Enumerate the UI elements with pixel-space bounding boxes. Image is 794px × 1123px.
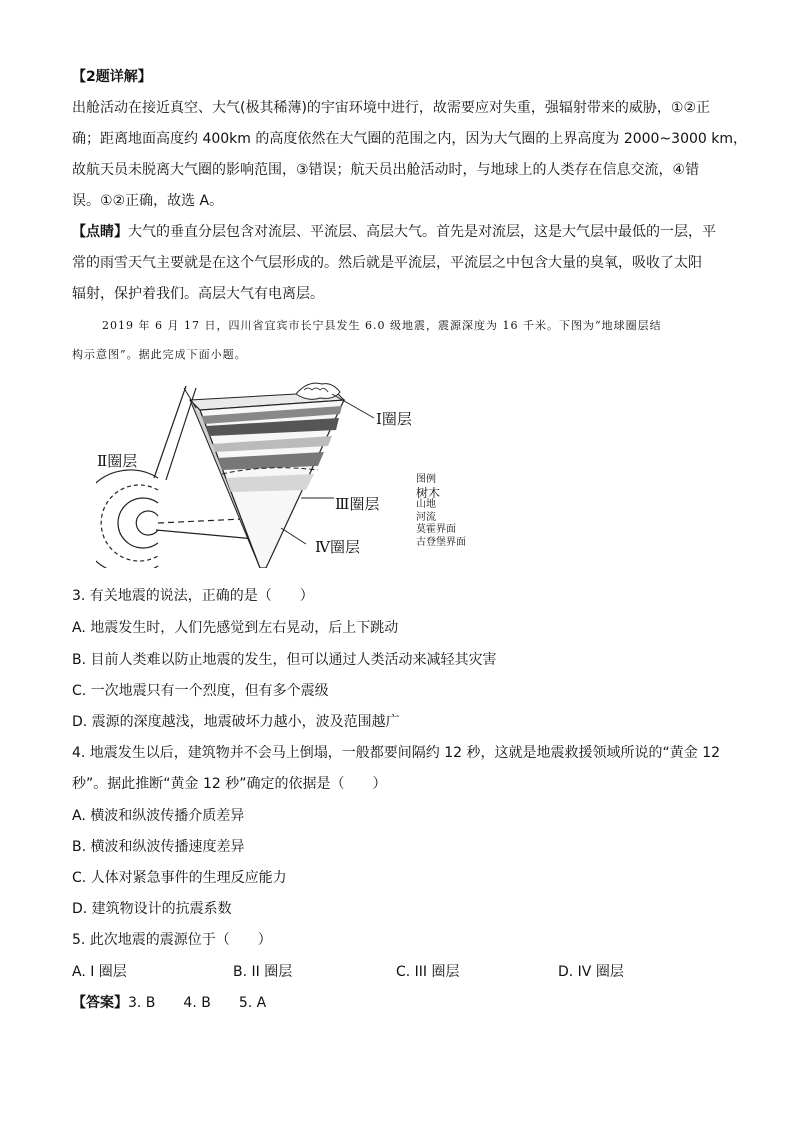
legend-item: 河流	[416, 511, 436, 523]
layer4-label: Ⅳ圈层	[315, 538, 360, 556]
question-stem: 秒”。据此推断“黄金 12 秒”确定的依据是（ ）	[72, 776, 387, 792]
option-c: C. III 圈层	[396, 964, 460, 980]
comment-line	[72, 222, 716, 242]
question-stem: 4. 地震发生以后，建筑物并不会马上倒塌，一般都要间隔约 12 秒，这就是地震救援领域所说的“黄金 12	[72, 745, 721, 761]
question-stem: 5. 此次地震的震源位于（ ）	[72, 932, 272, 948]
comment-line: 常的雨雪天气主要就是在这个气层形成的。然后就是平流层，平流层之中包含大量的臭氧，吸收了太阳	[72, 255, 702, 271]
option-a: A. 横波和纵波传播介质差异	[72, 808, 245, 824]
question-stem: 3. 有关地震的说法，正确的是（ ）	[72, 588, 314, 604]
option-d: D. IV 圈层	[558, 964, 624, 980]
option-b: B. 横波和纵波传播速度差异	[72, 839, 245, 855]
answer-text: 3. B 4. B 5. A	[128, 995, 267, 1011]
option-c: C. 人体对紧急事件的生理反应能力	[72, 870, 287, 886]
option-c: C. 一次地震只有一个烈度，但有多个震级	[72, 683, 329, 699]
intro-line: 构示意图”。据此完成下面小题。	[72, 348, 247, 361]
option-b: B. 目前人类难以防止地震的发生，但可以通过人类活动来减轻其灾害	[72, 652, 497, 668]
explain-line: 故航天员未脱离大气圈的影响范围，③错误；航天员出舱活动时，与地球上的人类存在信息交流，④错	[72, 162, 700, 178]
layer1-label: Ⅰ圈层	[376, 410, 412, 428]
layer2-label: Ⅱ圈层	[97, 452, 138, 470]
option-a: A. 地震发生时，人们先感觉到左右晃动，后上下跳动	[72, 620, 399, 636]
option-d: D. 建筑物设计的抗震系数	[72, 901, 232, 917]
layer3-label: Ⅲ圈层	[335, 495, 380, 513]
legend-item: 莫霍界面	[416, 524, 456, 535]
explain-line: 确；距离地面高度约 400km 的高度依然在大气圈的范围之内，因为大气圈的上界高度为 2000~3000 km，	[72, 131, 747, 147]
legend-item: 树木	[416, 485, 441, 500]
answer-line	[72, 993, 266, 1013]
intro-line: 2019 年 6 月 17 日，四川省宜宾市长宁县发生 6.0 级地震，震源深度为 16 千米。下图为“地球圈层结	[102, 319, 662, 332]
figure-legend	[416, 474, 466, 549]
legend-item: 山地	[416, 499, 436, 510]
legend-item: 古登堡界面	[416, 536, 466, 548]
comment-tag: 【点睛】	[72, 224, 128, 240]
option-d: D. 震源的深度越浅，地震破坏力越小，波及范围越广	[72, 714, 400, 730]
comment-text: 大气的垂直分层包含对流层、平流层、高层大气。首先是对流层，这是大气层中最低的一层，平	[128, 224, 716, 240]
option-b: B. II 圈层	[233, 964, 293, 980]
option-a: A. I 圈层	[72, 964, 127, 980]
explain-line: 误。①②正确，故选 A。	[72, 193, 224, 209]
explain-heading: 【2题详解】	[72, 69, 152, 85]
explain-line: 出舱活动在接近真空、大气(极其稀薄)的宇宙环境中进行，故需要应对失重，强辐射带来的威胁，①②正	[72, 100, 711, 116]
comment-line: 辐射，保护着我们。高层大气有电离层。	[72, 286, 324, 302]
legend-title: 图例	[416, 474, 436, 485]
answer-tag: 【答案】	[72, 995, 128, 1011]
